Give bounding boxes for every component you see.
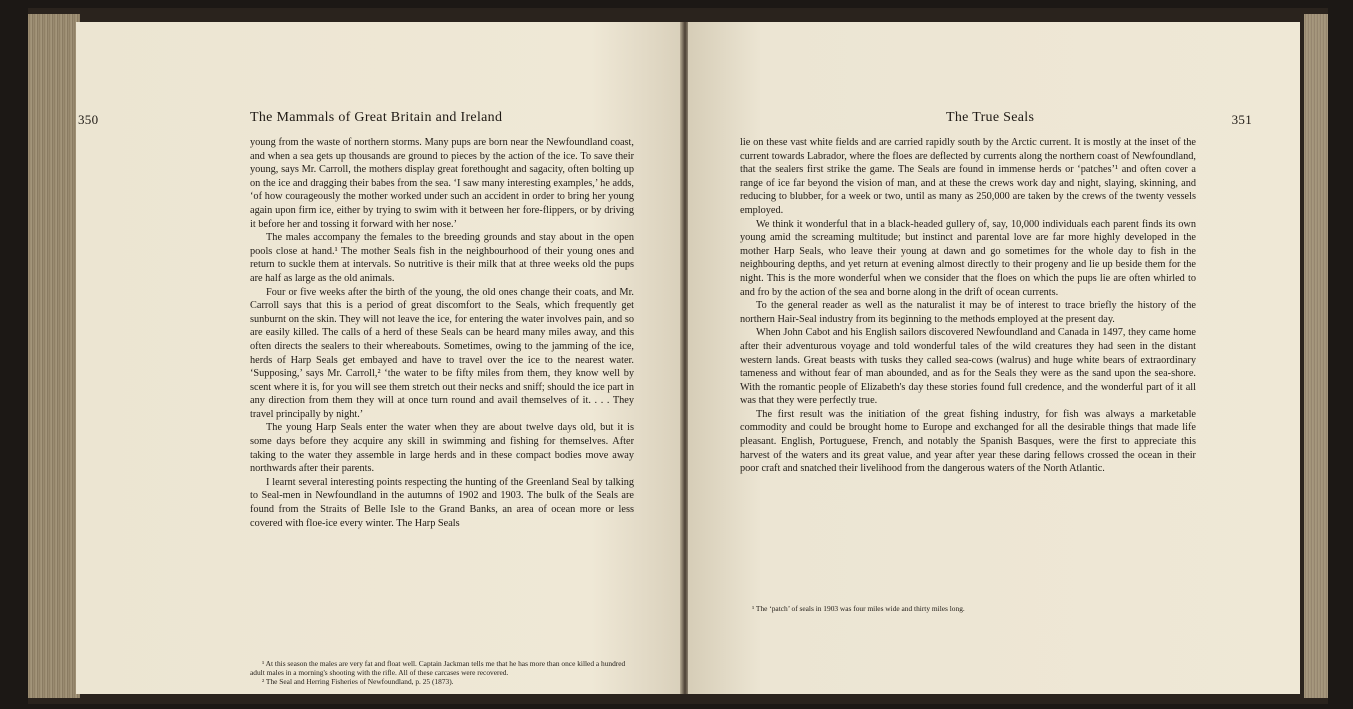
page-edges-left [28, 14, 80, 698]
paragraph: Four or five weeks after the birth of the young, the old ones change their coats, and Mr. Carroll says that this is a period of great discomfort to the Seals, which frequently get sunburnt on the skin. They will not leave the ice, for entering the water involves pain, and so are easily killed. The calls of a herd of these Seals can be heard many miles away, and this often directs the sealers to their whereabouts. Sometimes, owing to the jamming of the ice, herds of Harp Seals get embayed and have to travel over the ice to the nearest water. ‘Supposing,’ says Mr. Carroll,² ‘the water to be fifty miles from them, they know well by scent where it is, for you will see them stretch out their necks and sniff; should the ice part in any direction from them they will at once turn round and avail themselves of it. . . . They travel principally by night.’ [250, 286, 634, 420]
right-page [688, 22, 1300, 694]
left-footnotes [250, 659, 634, 686]
right-head-title: The True Seals [946, 110, 1035, 125]
paragraph: young from the waste of northern storms. Many pups are born near the Newfoundland coast, and when a sea gets up thousands are ground to pieces by the action of the ice. To save their young, says Mr. Carroll, the mothers display great forethought and sagacity, often bolting up on the ice and dragging their babes from the sea. ‘I saw many interesting examples,’ he adds, ‘of how courageously the mother worked under such an accident in order to bring her young again upon firm ice, either by trying to swim with it between her fore-flippers, or by driving it before her and tossing it forward with her nose.’ [250, 137, 634, 230]
left-running-head [78, 110, 630, 130]
paragraph: The young Harp Seals enter the water when they are about twelve days old, but it is some days before they acquire any skill in swimming and fishing for themselves. After taking to the water they assemble in large herds and in these compact bodies move away northwards after their parents. [250, 422, 634, 475]
paragraph: The males accompany the females to the breeding grounds and stay about in the open pools close at hand.¹ The mother Seals fish in the neighbourhood of their young ones and return to suckle them at intervals. So nutritive is their milk that at three weeks old the pups are half as large as the old animals. [250, 232, 634, 284]
paragraph: The first result was the initiation of the great fishing industry, for fish was always a marketable commodity and could be brought home to Europe and exchanged for all the desirable things that made life pleasant. English, Portuguese, French, and notably the Spanish Basques, were the first to appreciate this harvest of the waters and its great value, and year after year these daring fellows crossed the ocean in their poor craft and snatched their livelihood from the dangerous waters of the North Atlantic. [740, 408, 1196, 475]
right-page-number: 351 [1231, 112, 1252, 127]
left-page [76, 22, 682, 694]
paragraph: To the general reader as well as the naturalist it may be of interest to trace briefly the history of the northern Hair-Seal industry from its beginning to the methods employed at the present day. [740, 300, 1196, 325]
left-head-title: The Mammals of Great Britain and Ireland [250, 110, 503, 125]
footnote: ¹ The ‘patch’ of seals in 1903 was four miles wide and thirty miles long. [752, 604, 965, 613]
open-book [28, 8, 1328, 704]
footnote: ¹ At this season the males are very fat and float well. Captain Jackman tells me that he has more than once killed a hundred adult males in a morning's shooting with the rifle. All of these carcases were recovered. [250, 659, 626, 677]
left-body-text [250, 136, 634, 530]
right-running-head [740, 110, 1252, 130]
right-footnotes [740, 604, 1196, 613]
paragraph: lie on these vast white fields and are carried rapidly south by the Arctic current. It is mostly at the inset of the current towards Labrador, where the floes are deflected by currents along the northern coast of Newfoundland, that the sealers first strike the game. The Seals are found in immense herds or ‘patches’¹ and often cover a range of ice far beyond the vision of man, and at these the crews work day and night, slaying, skinning, and reducing to blubber, for a week or two, until as many as 250,000 are taken by the crews of the twenty vessels employed. [740, 137, 1196, 216]
footnote: ² The Seal and Herring Fisheries of Newfoundland, p. 25 (1873). [262, 677, 454, 686]
left-page-number: 350 [78, 112, 99, 127]
paragraph: I learnt several interesting points respecting the hunting of the Greenland Seal by talking to Seal-men in Newfoundland in the autumns of 1902 and 1903. The bulk of the Seals are found from the Straits of Belle Isle to the Grand Banks, an area of ocean more or less covered with floe-ice every winter. The Harp Seals [250, 476, 634, 529]
paragraph: We think it wonderful that in a black-headed gullery of, say, 10,000 individuals each parent finds its own young amid the screaming multitude; but instinct and parental love are far more highly developed in the mother Harp Seals, who leave their young at dawn and go sometimes for the whole day to fish in the neighbouring depths, and yet return at evening almost directly to their progeny and lie up beside them for the night. This is the more wonderful when we consider that the floes on which the pups lie are often whirled to and fro by the action of the sea and borne along in the drift of ocean currents. [740, 218, 1196, 298]
page-edges-right [1304, 14, 1328, 698]
paragraph: When John Cabot and his English sailors discovered Newfoundland and Canada in 1497, they came home after their adventurous voyage and told wonderful tales of the wild creatures they had seen in the distant western lands. Great beasts with tusks they called sea-cows (walrus) and huge white bears of extraordinary tameness and without fear of man abounded, and as for the Seals they were as the sand upon the sea-shore. With the romantic people of Elizabeth's day these stories found full credence, and the wonderful part of it all was that they were perfectly true. [740, 327, 1196, 407]
right-body-text [740, 136, 1196, 476]
